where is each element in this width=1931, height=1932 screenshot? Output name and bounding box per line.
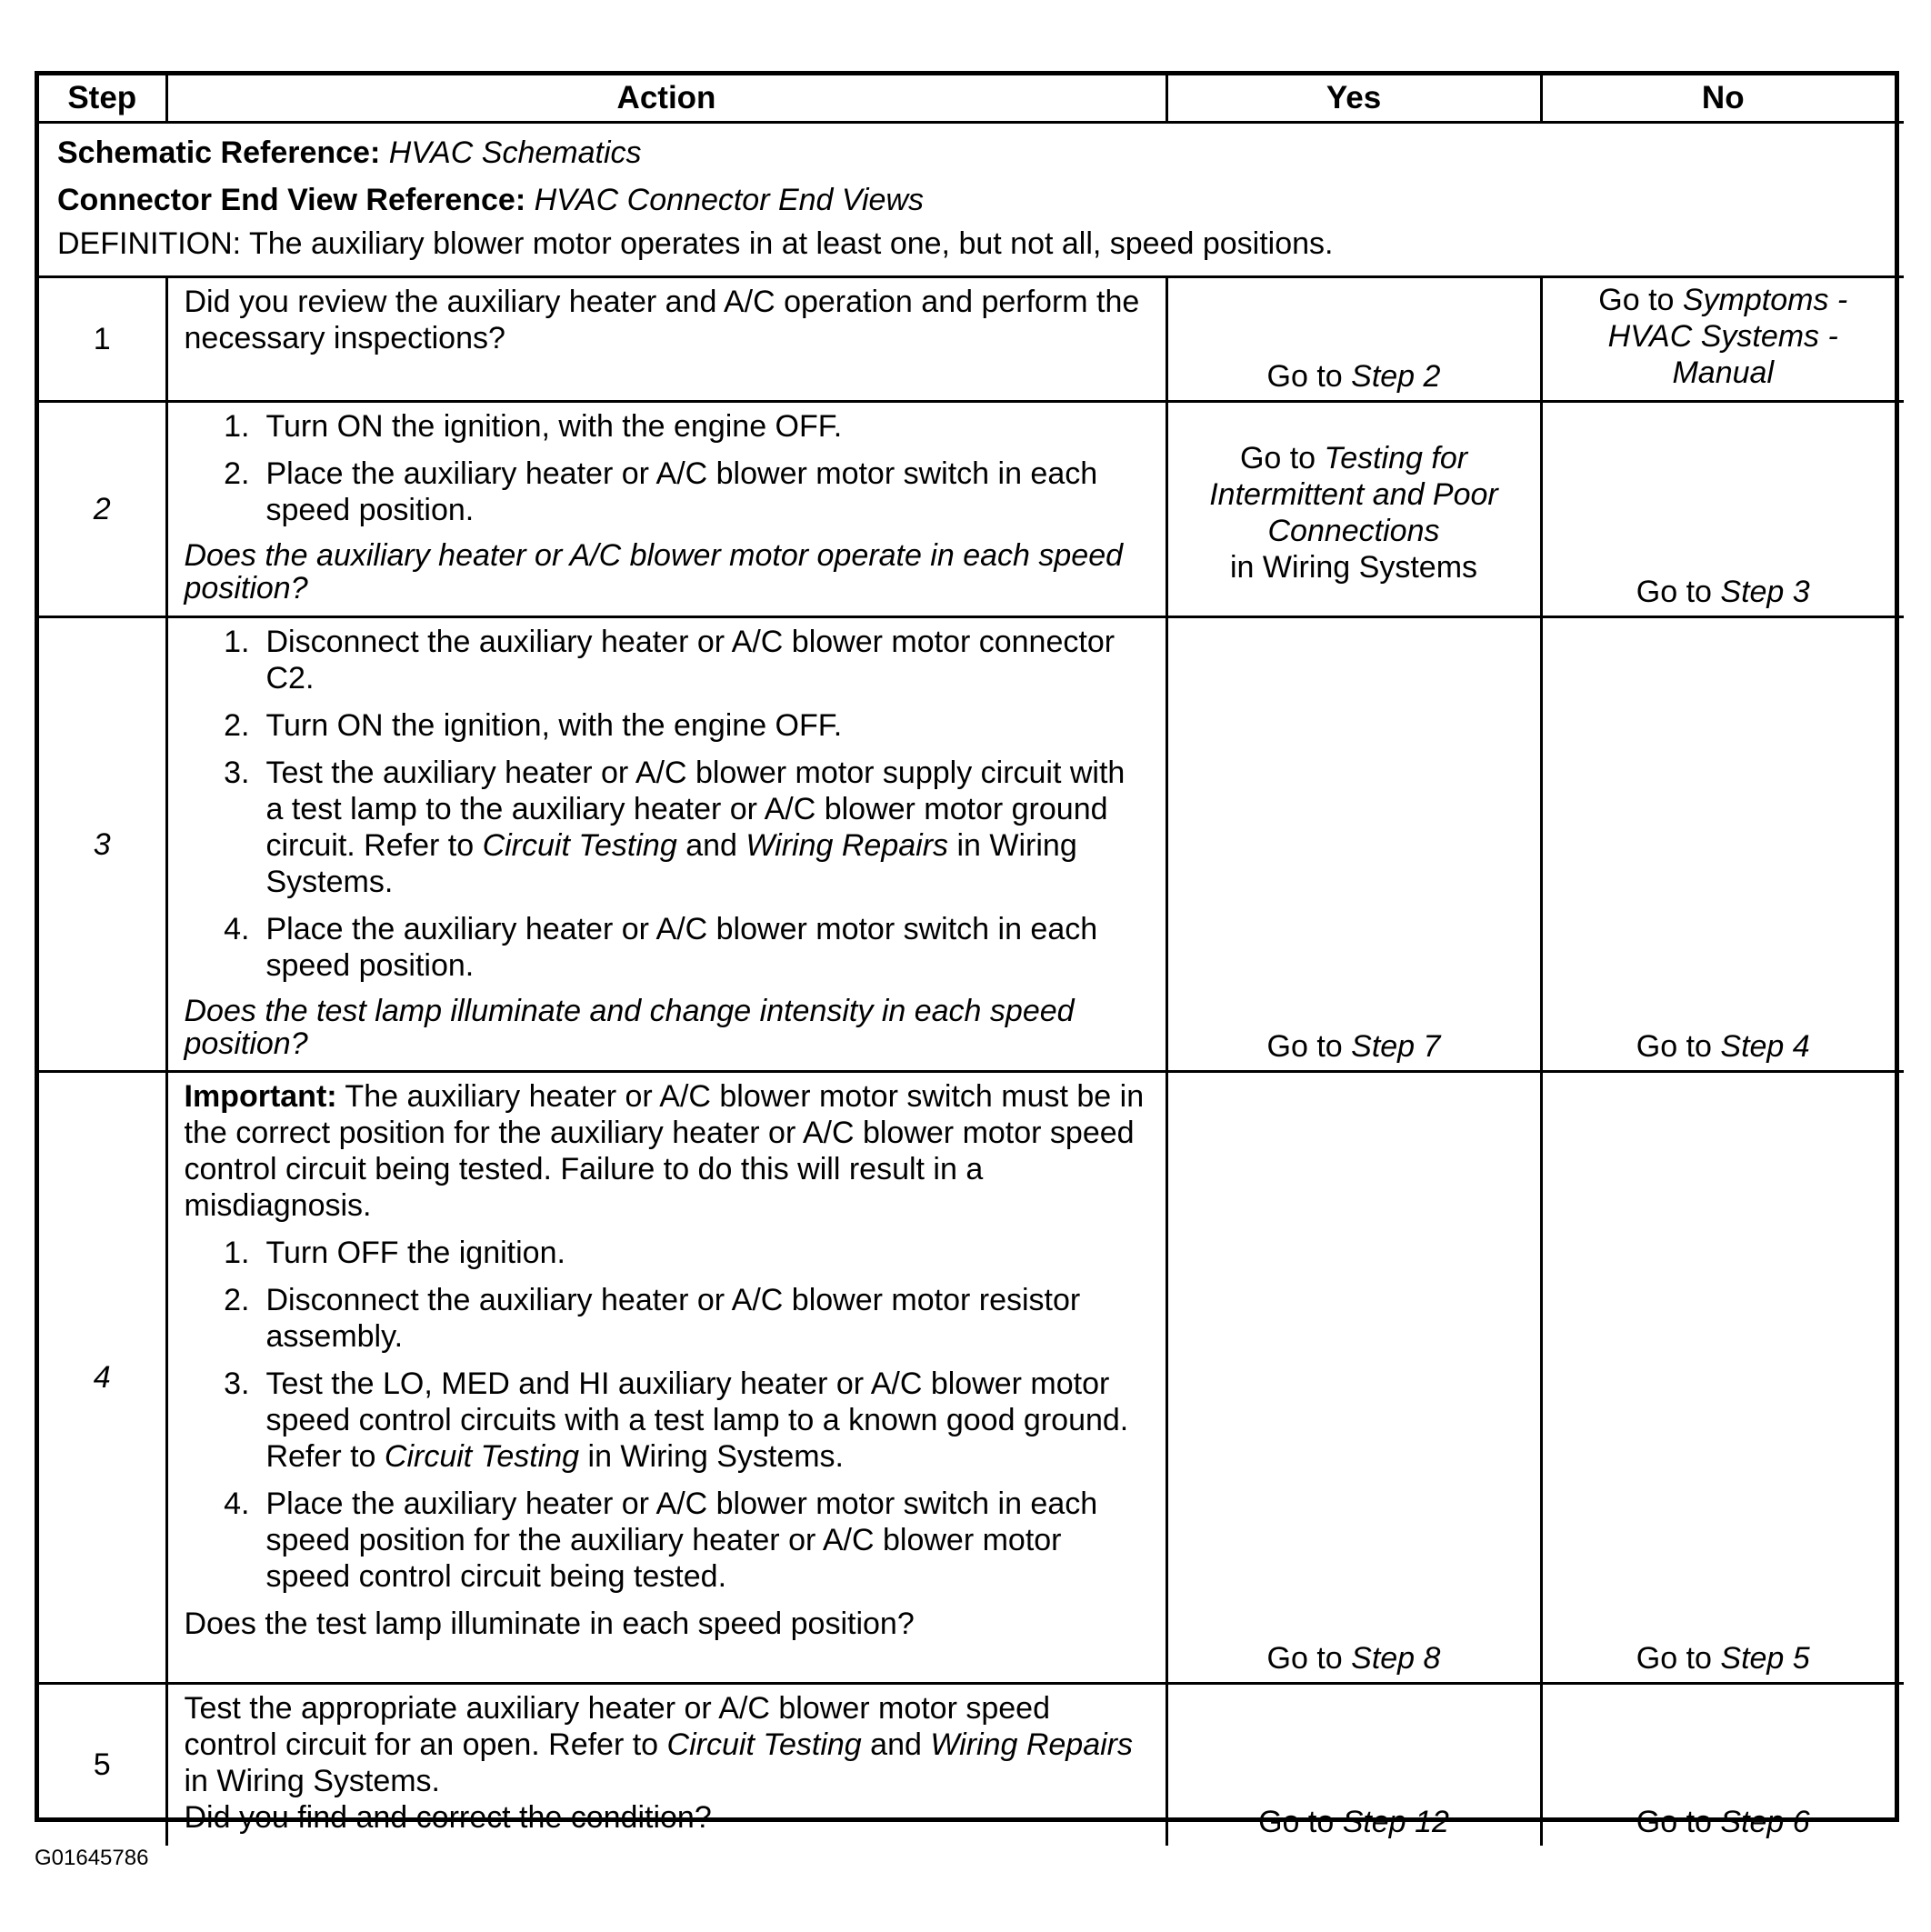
reference-row xyxy=(39,123,1904,277)
list-item: 1. Turn OFF the ignition. xyxy=(224,1236,565,1270)
header-yes: Yes xyxy=(1166,75,1541,123)
step-number: 1 xyxy=(39,277,166,402)
no-prefix: Go to xyxy=(1636,575,1721,609)
definition-text: DEFINITION: The auxiliary blower motor operates in at least one, but not all, speed positions. xyxy=(57,226,1334,261)
diagnostic-table xyxy=(39,75,1904,1846)
schematic-reference-link[interactable]: HVAC Schematics xyxy=(388,135,642,170)
no-prefix: Go to xyxy=(1598,283,1683,317)
question-text: Did you find and correct the condition? xyxy=(184,1800,712,1835)
table-row-step-1 xyxy=(39,277,1904,402)
yes-cell xyxy=(1166,1072,1541,1684)
yes-cell xyxy=(1166,1684,1541,1846)
action-text: Test the appropriate auxiliary heater or A/C blower motor speed control circuit for an open. Refer to Circuit Testing and Wiring Repairs in Wiring Systems. xyxy=(184,1691,1133,1798)
yes-prefix: Go to xyxy=(1258,1804,1343,1839)
no-prefix: Go to xyxy=(1636,1029,1721,1064)
no-cell xyxy=(1541,1072,1904,1684)
no-cell xyxy=(1541,617,1904,1072)
yes-prefix: Go to xyxy=(1239,441,1325,475)
table-row-step-4 xyxy=(39,1072,1904,1684)
circuit-testing-link[interactable]: Circuit Testing xyxy=(666,1727,862,1762)
yes-cell xyxy=(1166,277,1541,402)
no-link[interactable]: Step 5 xyxy=(1720,1641,1810,1676)
table-row-step-3 xyxy=(39,617,1904,1072)
schematic-reference xyxy=(57,129,1887,176)
circuit-testing-link[interactable]: Circuit Testing xyxy=(384,1439,580,1474)
figure-id: G01645786 xyxy=(35,1846,149,1870)
list-item: 2. Turn ON the ignition, with the engine OFF. xyxy=(224,708,843,743)
important-note: Important: The auxiliary heater or A/C blower motor switch must be in the correct position for the auxiliary heater or A/C blower motor speed control circuit being tested. Failure to do this will result in a misdiagnosis. xyxy=(184,1079,1145,1223)
action-cell xyxy=(166,277,1166,402)
header-step: Step xyxy=(39,75,166,123)
yes-cell xyxy=(1166,617,1541,1072)
yes-link[interactable]: Testing for Intermittent and Poor Connections xyxy=(1209,441,1498,548)
list-item: 1. Disconnect the auxiliary heater or A/C blower motor connector C2. xyxy=(224,625,1116,696)
yes-cell xyxy=(1166,402,1541,617)
no-cell xyxy=(1541,402,1904,617)
no-link[interactable]: Step 3 xyxy=(1720,575,1810,609)
schematic-reference-label: Schematic Reference: xyxy=(57,135,381,170)
list-item: 2. Disconnect the auxiliary heater or A/C blower motor resistor assembly. xyxy=(224,1283,1081,1354)
header-action: Action xyxy=(166,75,1166,123)
list-item: 2. Place the auxiliary heater or A/C blower motor switch in each speed position. xyxy=(224,456,1098,527)
step-number: 4 xyxy=(39,1072,166,1684)
list-item: 3. Test the LO, MED and HI auxiliary heater or A/C blower motor speed control circuits with a test lamp to a known good ground. Refer to Circuit Testing in Wiring Systems. xyxy=(224,1366,1129,1474)
table-row-step-2 xyxy=(39,402,1904,617)
wiring-repairs-link[interactable]: Wiring Repairs xyxy=(930,1727,1133,1762)
action-cell xyxy=(166,1684,1166,1846)
yes-suffix: in Wiring Systems xyxy=(1229,550,1478,585)
circuit-testing-link[interactable]: Circuit Testing xyxy=(482,828,677,863)
table-row-step-5 xyxy=(39,1684,1904,1846)
connector-reference-label: Connector End View Reference: xyxy=(57,183,526,217)
yes-prefix: Go to xyxy=(1266,1641,1352,1676)
yes-link[interactable]: Step 12 xyxy=(1342,1804,1449,1839)
connector-reference-link[interactable]: HVAC Connector End Views xyxy=(534,183,924,217)
question-text: Does the test lamp illuminate in each speed position? xyxy=(184,1607,915,1641)
list-item: 3. Test the auxiliary heater or A/C blower motor supply circuit with a test lamp to the auxiliary heater or A/C blower motor ground circuit. Refer to Circuit Testing and Wiring Repairs in Wiring Systems. xyxy=(224,756,1126,899)
question-text: Does the auxiliary heater or A/C blower motor operate in each speed position? xyxy=(184,538,1124,606)
connector-reference xyxy=(57,176,1887,224)
list-item: 4. Place the auxiliary heater or A/C blower motor switch in each speed position. xyxy=(224,912,1098,983)
step-number: 3 xyxy=(39,617,166,1072)
no-cell xyxy=(1541,1684,1904,1846)
list-item: 4. Place the auxiliary heater or A/C blower motor switch in each speed position for the auxiliary heater or A/C blower motor speed control circuit being tested. xyxy=(224,1487,1098,1594)
question-text: Did you review the auxiliary heater and A/C operation and perform the necessary inspections? xyxy=(184,285,1140,355)
no-link[interactable]: Step 4 xyxy=(1720,1029,1810,1064)
header-no: No xyxy=(1541,75,1904,123)
question-text: Does the test lamp illuminate and change intensity in each speed position? xyxy=(184,994,1075,1061)
header-row xyxy=(39,75,1904,123)
action-cell xyxy=(166,1072,1166,1684)
no-cell xyxy=(1541,277,1904,402)
yes-prefix: Go to xyxy=(1266,359,1352,394)
reference-cell xyxy=(39,123,1904,277)
step-number: 2 xyxy=(39,402,166,617)
wiring-repairs-link[interactable]: Wiring Repairs xyxy=(745,828,949,863)
action-cell xyxy=(166,617,1166,1072)
no-prefix: Go to xyxy=(1636,1804,1721,1839)
action-cell xyxy=(166,402,1166,617)
no-link[interactable]: Step 6 xyxy=(1720,1804,1810,1839)
yes-link[interactable]: Step 2 xyxy=(1351,359,1441,394)
yes-link[interactable]: Step 8 xyxy=(1351,1641,1441,1676)
yes-link[interactable]: Step 7 xyxy=(1351,1029,1441,1064)
no-prefix: Go to xyxy=(1636,1641,1721,1676)
diagnostic-table-frame xyxy=(35,71,1899,1839)
step-number: 5 xyxy=(39,1684,166,1846)
list-item: 1. Turn ON the ignition, with the engine OFF. xyxy=(224,409,843,444)
yes-prefix: Go to xyxy=(1266,1029,1352,1064)
no-link[interactable]: Symptoms - HVAC Systems - Manual xyxy=(1607,283,1848,390)
